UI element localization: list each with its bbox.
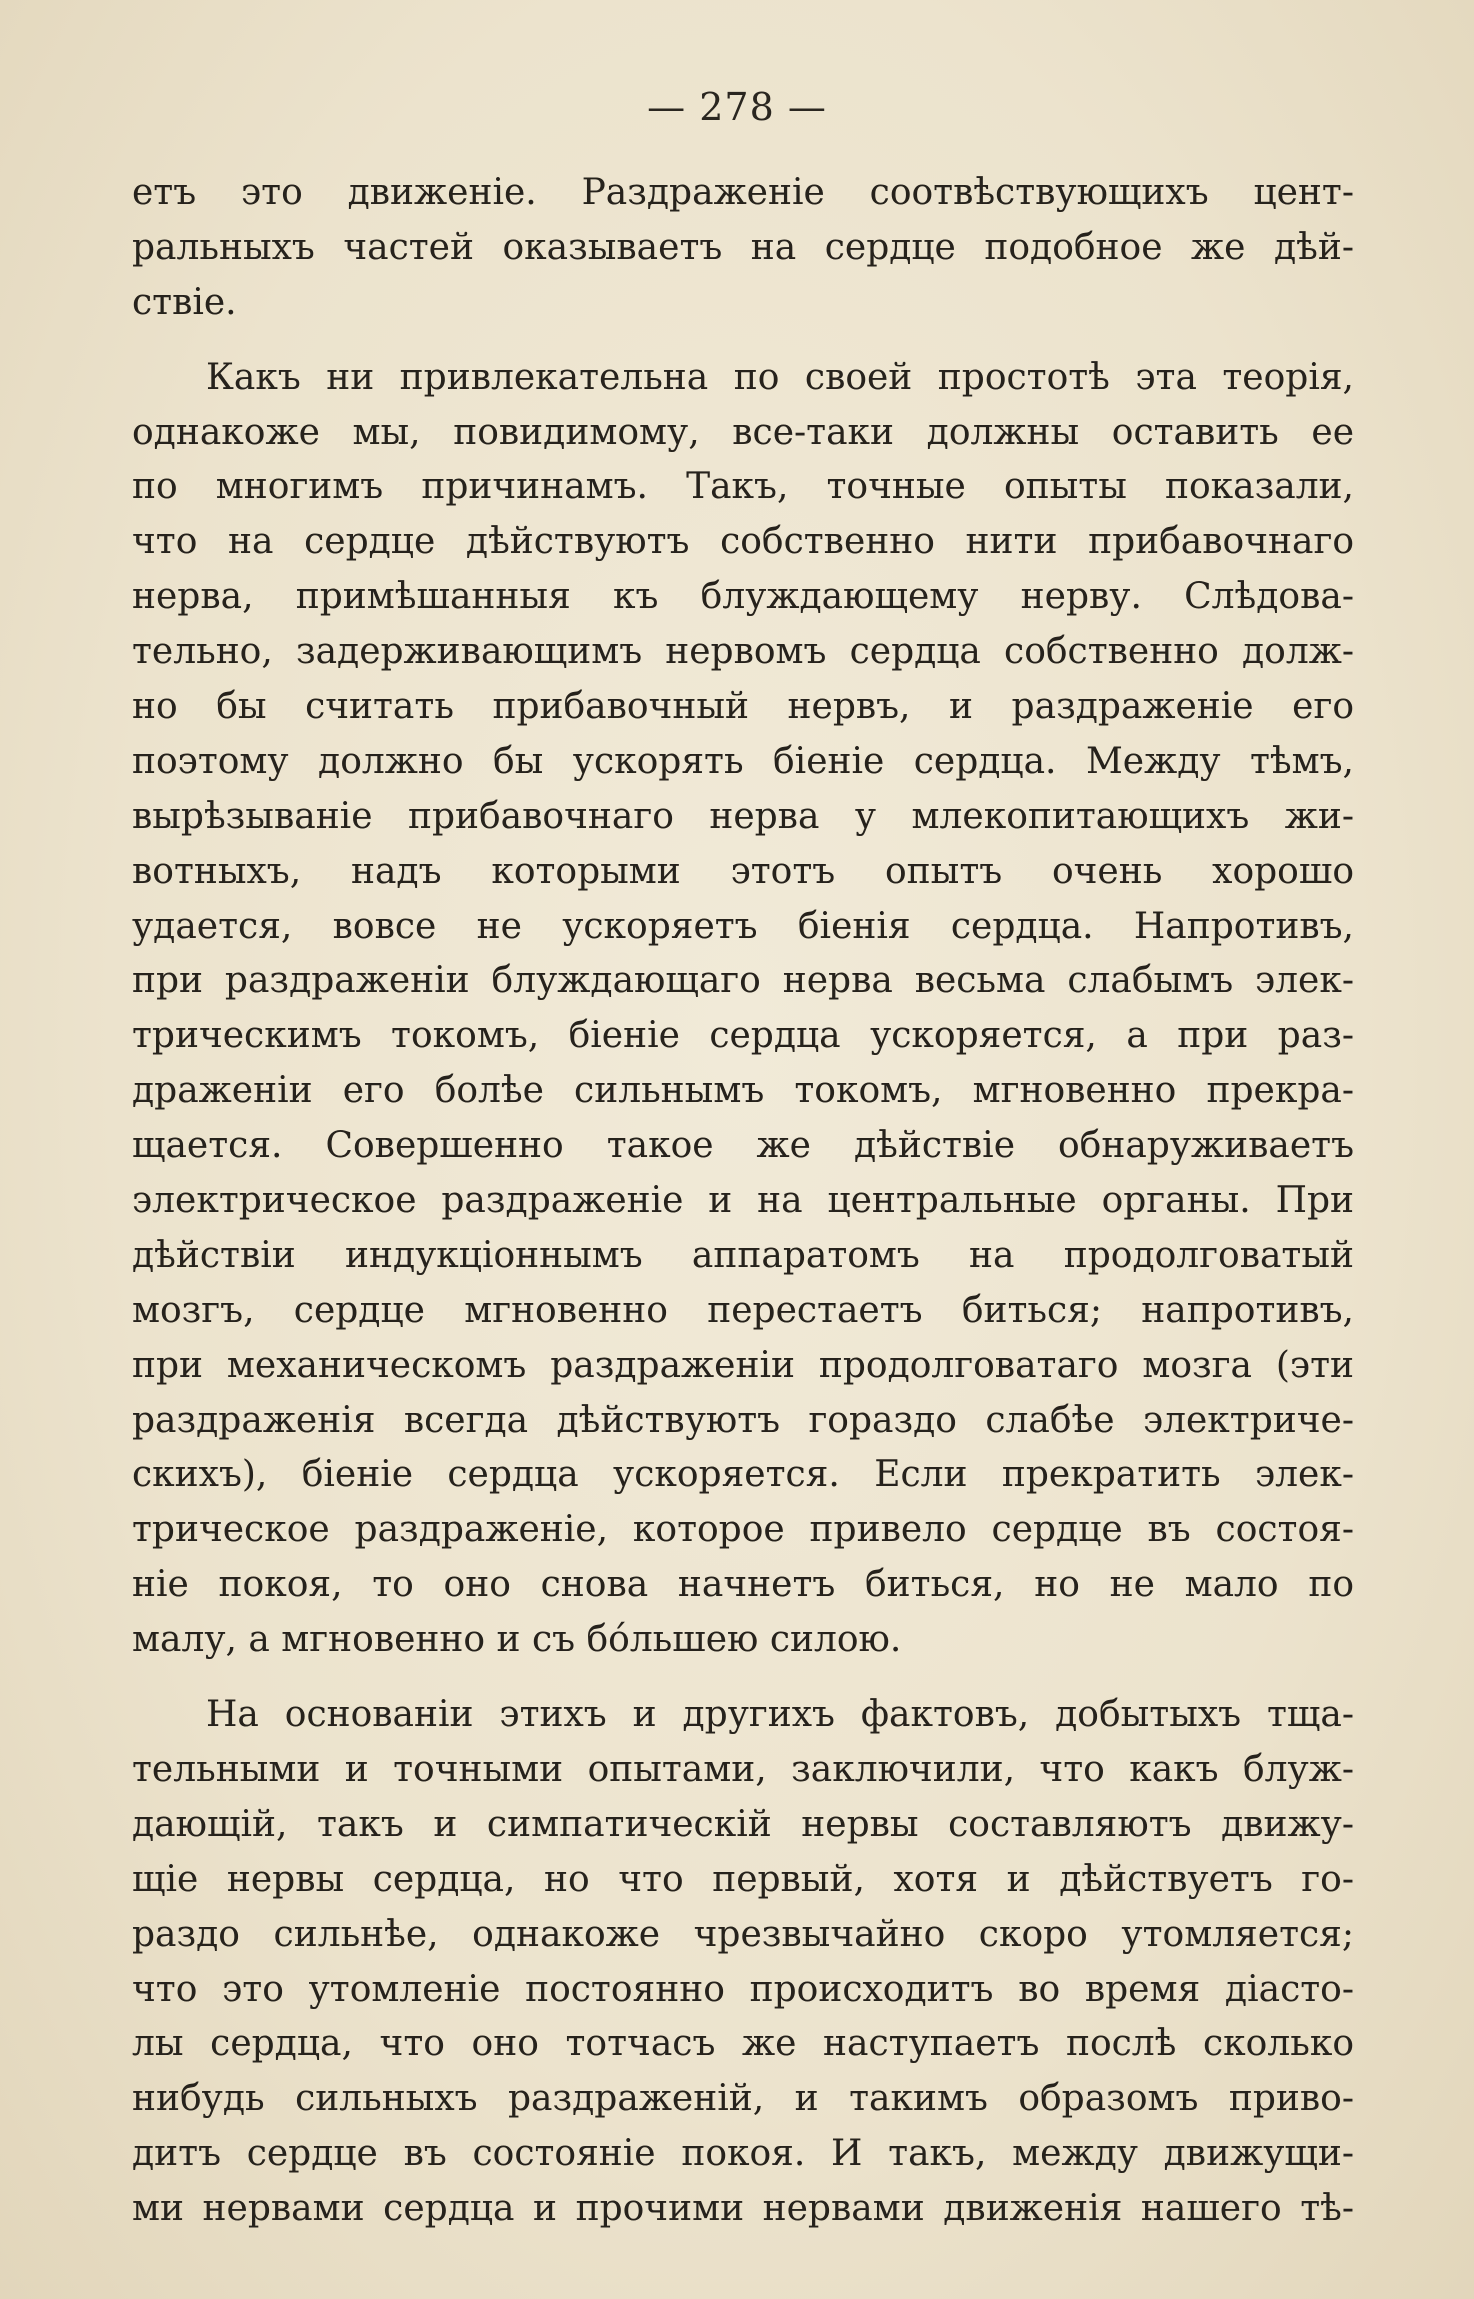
text-line: электрическое раздраженiе и на центральные органы. При — [132, 1180, 1354, 1222]
page-number: — 278 — — [647, 85, 827, 129]
body-text — [132, 166, 1354, 2237]
text-line: вотныхъ, надъ которыми этотъ опытъ очень хорошо — [132, 850, 1354, 892]
text-line: ральныхъ частей оказываетъ на сердце подобное же дѣй- — [132, 226, 1354, 268]
text-line: щается. Совершенно такое же дѣйствiе обнаруживаетъ — [132, 1125, 1354, 1167]
paragraph-3 — [132, 1688, 1354, 2237]
text-line: щiе нервы сердца, но что первый, хотя и дѣйствуетъ го- — [132, 1858, 1354, 1900]
text-line: вырѣзыванiе прибавочнаго нерва у млекопитающихъ жи- — [132, 795, 1354, 837]
text-line: тельными и точными опытами, заключили, что какъ блуж- — [132, 1748, 1354, 1790]
text-line: трическимъ токомъ, бiенiе сердца ускоряется, а при раз- — [132, 1015, 1354, 1057]
text-line: Какъ ни привлекательна по своей простотѣ эта теорiя, — [206, 356, 1354, 398]
text-line: поэтому должно бы ускорять бiенiе сердца. Между тѣмъ, — [132, 740, 1354, 782]
paragraph-2 — [132, 351, 1354, 1668]
text-line: нерва, примѣшанныя къ блуждающему нерву. Слѣдова- — [132, 576, 1354, 618]
text-line: дающiй, такъ и симпатическiй нервы составляютъ движу- — [132, 1803, 1354, 1845]
text-line: етъ это движенiе. Раздраженiе соотвѣствующихъ цент- — [132, 172, 1354, 213]
text-line: нибудь сильныхъ раздраженiй, и такимъ образомъ приво- — [132, 2078, 1354, 2120]
paragraph-gap — [132, 1668, 1354, 1688]
text-line: тельно, задерживающимъ нервомъ сердца собственно долж- — [132, 631, 1354, 673]
paragraph-1 — [132, 166, 1354, 331]
text-line: но бы считать прибавочный нервъ, и раздраженiе его — [132, 686, 1354, 728]
text-line: трическое раздраженiе, которое привело сердце въ состоя- — [132, 1509, 1354, 1551]
text-line: малу, а мгновенно и съ бóльшею силою. — [132, 1619, 902, 1661]
text-line: скихъ), бiенiе сердца ускоряется. Если прекратить элек- — [132, 1454, 1354, 1496]
text-line: при механическомъ раздраженiи продолговатаго мозга (эти — [132, 1344, 1354, 1386]
text-line: мозгъ, сердце мгновенно перестаетъ биться; напротивъ, — [132, 1289, 1354, 1331]
text-line: нiе покоя, то оно снова начнетъ биться, но не мало по — [132, 1564, 1354, 1606]
text-line: однакоже мы, повидимому, все-таки должны оставить ее — [132, 411, 1354, 453]
text-line: раздо сильнѣе, однакоже чрезвычайно скоро утомляется; — [132, 1913, 1354, 1955]
paragraph-gap — [132, 331, 1354, 351]
text-line: дѣйствiи индукцiоннымъ аппаратомъ на продолговатый — [132, 1234, 1354, 1276]
text-line: раздраженiя всегда дѣйствуютъ гораздо слабѣе электриче- — [132, 1399, 1354, 1441]
text-line: дитъ сердце въ состоянiе покоя. И такъ, между движущи- — [132, 2133, 1354, 2175]
text-line: лы сердца, что оно тотчасъ же наступаетъ послѣ сколько — [132, 2023, 1354, 2065]
text-line: На основанiи этихъ и другихъ фактовъ, добытыхъ тща- — [206, 1694, 1354, 1736]
text-line: по многимъ причинамъ. Такъ, точные опыты показали, — [132, 466, 1354, 508]
text-line: драженiи его болѣе сильнымъ токомъ, мгновенно прекра- — [132, 1070, 1354, 1112]
text-line: что на сердце дѣйствуютъ собственно нити прибавочнаго — [132, 521, 1354, 563]
text-line: при раздраженiи блуждающаго нерва весьма слабымъ элек- — [132, 960, 1354, 1002]
text-line: удается, вовсе не ускоряетъ бiенiя сердца. Напротивъ, — [132, 905, 1354, 947]
text-line: что это утомленiе постоянно происходитъ во время дiасто- — [132, 1968, 1354, 2010]
text-line: ствiе. — [132, 281, 237, 323]
text-line: ми нервами сердца и прочими нервами движенiя нашего тѣ- — [132, 2188, 1354, 2230]
